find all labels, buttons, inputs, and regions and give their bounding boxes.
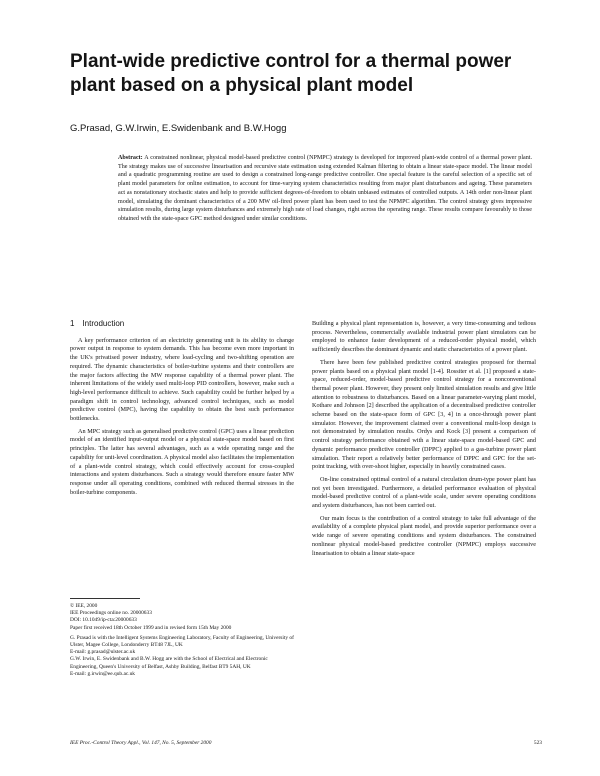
- body-paragraph: On-line constrained optimal control of a natural circulation drum-type power plant has not yet been investigated. Furthermore, a detailed performance evaluation of physical model-based predictive control of a plant-wide scale, under severe operating conditions and system disturbances, has not been carried out.: [312, 475, 536, 510]
- body-paragraph: A key performance criterion of an electricity generating unit is its ability to change power output in response to system demands. This has become even more important in the UK's privatised power industry, where load-cycling and two-shifting operation are required. The dynamic characteristics of boiler-turbine systems and their controllers are the major factors affecting the MW response capability of a thermal power plant. The inherent limitations of the widely used multi-loop PID controllers, however, make such a high-level performance difficult to achieve. Such capability could be further helped by a paradigm shift in control technology, advanced control techniques, such as model predictive control (MPC), having the capability to obtain the best such performance bottlenecks.: [70, 336, 294, 423]
- body-paragraph: An MPC strategy such as generalised predictive control (GPC) uses a linear prediction model of an identified input-output model or a physical state-space model based on first principles. The latter has several advantages, such as a wide operating range and the capability for unit-level coordination. A physical model also facilitates the implementation of a plant-wide control strategy, which could effectively account for cross-coupled interactions and system disturbances. Such a strategy would therefore ensure faster MW response under all operating conditions, combined with reduced thermal stresses in the boiler-turbine components.: [70, 427, 294, 496]
- abstract-text: A constrained nonlinear, physical model-based predictive control (NPMPC) strategy is developed for improved plant-wide control of a thermal power plant. The strategy makes use of successive linearisation and recursive state estimation using extended Kalman filtering to obtain a linear state-space model. The linear model and a quadratic programming routine are used to design a constrained long-range predictive controller. One special feature is the careful selection of a specific set of plant model parameters for online estimation, to account for time-varying system characteristics resulting from major plant disturbances and ageing. These parameters act as nonstationary stochastic states and help to provide sufficient degrees-of-freedom to obtain unbiased estimates of controlled outputs. A 14th order non-linear plant model, simulating the dominant characteristics of a 200 MW oil-fired power plant has been used to test the NPMPC algorithm. The control strategy gives impressive simulation results, during large system disturbances and extremely high rate of load changes, right across the operating range. These results compare favourably to those obtained with the state-space GPC method designed under similar conditions.: [118, 155, 532, 222]
- page-footer: [70, 740, 542, 746]
- body-paragraph: There have been few published predictive control strategies proposed for thermal power plants based on a physical plant model [1-4]. Rossiter et al. [1] proposed a state-space, reduced-order, model-based predictive control strategy for a nonconventional thermal power plant. However, they present only limited simulation results and give little attention to robustness to disturbances. Based on a linear parameter-varying plant model, Kothare and Johnson [2] described the application of a decentralised predictive controller scheme based on the state-space form of GPC [3, 4] in a once-through power plant simulator. However, the improvement claimed over a conventional multi-loop design is not demonstrated by simulation results. Ordys and Kock [3] present a comparison of control strategy performance obtained with a linear state-space model-based GPC and dynamic performance predictive controller (DPPC) applied to a gas-turbine power plant simulation. Their report a relatively better performance of DPPC and GPC for the set-point tracking, with over-shoot higher, especially in heavily constrained cases.: [312, 358, 536, 471]
- journal-citation: IEE Proc.-Control Theory Appl., Vol. 147, No. 5, September 2000: [70, 740, 212, 746]
- footnote-online-no: IEE Proceedings online no. 20000633: [70, 610, 152, 617]
- section-title: Introduction: [82, 319, 125, 328]
- section-number: 1: [70, 319, 75, 328]
- footnotes: [70, 603, 294, 678]
- footnote-copyright: © IEE, 2000: [70, 603, 98, 609]
- footnote-email: E-mail: g.irwin@ee.qub.ac.uk: [70, 670, 135, 677]
- footnote-doi: DOI: 10.1049/ip-cta:20000633: [70, 617, 137, 624]
- abstract: [118, 154, 532, 224]
- abstract-label: Abstract:: [118, 155, 143, 161]
- footnote-received: Paper first received 18th October 1999 and in revised form 15th May 2000: [70, 624, 232, 631]
- author-list: G.Prasad, G.W.Irwin, E.Swidenbank and B.W.Hogg: [70, 123, 287, 134]
- footnote-email: E-mail: g.prasad@ulster.ac.uk: [70, 649, 136, 656]
- body-paragraph: Building a physical plant representation is, however, a very time-consuming and tedious process. Nevertheless, commercially available industrial power plant simulators can be employed to enhance faster development of a reduced-order physical model, which sufficiently describes the dominant dynamic and static characteristics of a power plant.: [312, 320, 536, 354]
- section-heading: [70, 320, 294, 329]
- right-column: [312, 320, 536, 562]
- footnote-affiliation: G. Prasad is with the Intelligent Systems Engineering Laboratory, Faculty of Engineering, University of Ulster, Magee College, Londonderry BT48 7JL, UK: [70, 634, 294, 649]
- body-paragraph: Our main focus is the contribution of a control strategy to take full advantage of the availability of a complete physical plant model, and provide superior performance over a wide range of severe operating conditions and system disturbances. The constrained nonlinear physical model-based predictive controller (NPMPC) employs successive linearisation to obtain a linear state-space: [312, 514, 536, 557]
- left-column: [70, 320, 294, 501]
- footnote-affiliation: G.W. Irwin, E. Swidenbank and B.W. Hogg are with the School of Electrical and Electronic Engineering, Queen's University of Belfast, Ashby Building, Belfast BT9 5AH, UK: [70, 656, 268, 670]
- page-number: 523: [533, 740, 542, 746]
- footnote-rule: [70, 598, 140, 599]
- paper-title: Plant-wide predictive control for a thermal power plant based on a physical plant model: [70, 51, 512, 96]
